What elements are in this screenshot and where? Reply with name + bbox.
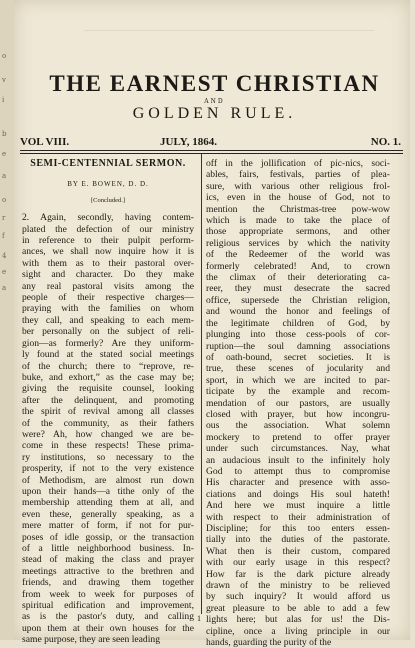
- text-line: come in these respects! These prima-: [22, 440, 194, 452]
- article-title: SEMI-CENTENNIAL SERMON.: [30, 158, 186, 169]
- text-line: poses of idle gossip, or the transaction: [22, 531, 194, 543]
- text-line: off in the jollification of pic-nics, soci-: [206, 158, 390, 169]
- text-line: ous the association. What solemn: [206, 420, 390, 432]
- text-line: religious services by which the nativity: [206, 237, 390, 249]
- issue-volume: VOL VIII.: [20, 136, 70, 148]
- text-line: sure, with various other religious frol-: [206, 180, 390, 192]
- text-line: as is the pastor's duty, and calling: [22, 611, 194, 623]
- text-line: prosperity, if not to the very existence: [22, 463, 194, 475]
- publication-title: THE EARNEST CHRISTIAN: [49, 71, 380, 96]
- text-line: same purpose, they are seen leading: [22, 634, 160, 646]
- article-byline: BY E. BOWEN, D. D.: [67, 180, 149, 189]
- text-line: drawn of the ministry to be relieved: [206, 580, 390, 592]
- text-line: hands, guarding the purity of the: [206, 637, 332, 648]
- text-line: reer, they must desecrate the sacred: [206, 283, 390, 295]
- publication-and: AND: [204, 98, 225, 105]
- text-line: tially into the duties of the pastorate.: [206, 534, 390, 546]
- text-line: ry institutions, so necessary to the: [22, 451, 194, 463]
- text-line: mendation of our pastors, are usually: [206, 397, 390, 409]
- text-line: the climax of their deteriorating ca-: [206, 272, 390, 284]
- issue-number: NO. 1.: [370, 136, 401, 148]
- text-line: after the delinquent, and promoting: [22, 394, 194, 406]
- text-line: of the Redeemer of the world was: [206, 249, 390, 261]
- issue-line: [20, 136, 401, 150]
- text-line: upon them at their own houses for the: [22, 622, 194, 634]
- text-line: mere matter of form, if not for pur-: [22, 520, 194, 532]
- text-line: they call, and speaking to each mem-: [22, 314, 194, 326]
- text-line: 2. Again, secondly, having contem-: [22, 212, 194, 224]
- text-line: plated the defection of our ministry: [22, 223, 194, 235]
- text-line: sport, in which we are incited to par-: [206, 374, 390, 386]
- text-line: giving the requisite counsel, looking: [22, 383, 194, 395]
- right-column-text: [206, 158, 390, 648]
- text-line: the legitimate children of God, by: [206, 317, 390, 329]
- text-line: meetings attractive to the brethren and: [22, 565, 194, 577]
- text-line: lights here; but alas for us! the Dis-: [206, 614, 390, 626]
- text-line: gion—as formerly? Are they uniform-: [22, 337, 194, 349]
- text-line: plunging into those cess-pools of cor-: [206, 329, 390, 341]
- text-line: office, supersede the Christian religion,: [206, 294, 390, 306]
- text-line: of the church; there to “reprove, re-: [22, 360, 194, 372]
- text-line: And here we must inquire a little: [206, 500, 390, 512]
- text-line: spiritual edification and improvement,: [22, 600, 194, 612]
- text-line: His character and presence with asso-: [206, 477, 390, 489]
- text-line: any real pastoral visits among the: [22, 280, 194, 292]
- text-line: ciations and doings His soul hateth!: [206, 488, 390, 500]
- text-line: were? Ah, how changed we are be-: [22, 428, 194, 440]
- text-line: by such inquiry? It would afford us: [206, 591, 390, 603]
- text-line: with respect to their administration of: [206, 511, 390, 523]
- text-line: mention the Christmas-tree pow-wow: [206, 203, 390, 215]
- text-line: from week to week for purposes of: [22, 588, 194, 600]
- text-line: of the community, as their fathers: [22, 417, 194, 429]
- masthead: [14, 0, 415, 122]
- text-line: praying with the families on whom: [22, 303, 194, 315]
- header-rule: [20, 150, 403, 151]
- text-line: of Methodism, are almost run down: [22, 474, 194, 486]
- text-line: stead of making the class and prayer: [22, 554, 194, 566]
- text-line: in reference to their pulpit perform-: [22, 235, 194, 247]
- text-line: sight and character. Do they make: [22, 269, 194, 281]
- publication-subtitle: GOLDEN RULE.: [132, 105, 297, 122]
- text-line: the spirit of revival among all classes: [22, 406, 194, 418]
- text-line: under such circumstances. Nay, what: [206, 443, 390, 455]
- text-line: ics, even in the house of God, not to: [206, 192, 390, 204]
- text-line: those appropriate sermons, and other: [206, 226, 390, 238]
- column-divider: [201, 154, 202, 614]
- text-line: with them as to their pastoral over-: [22, 257, 194, 269]
- text-line: with our early usage in this respect?: [206, 557, 390, 569]
- text-line: Discipline; for this too enters essen-: [206, 523, 390, 534]
- text-line: closed with prayer, but how incongru-: [206, 408, 390, 420]
- text-line: ber personally on the subject of reli-: [22, 326, 194, 338]
- text-line: and wound the honor and feelings of: [206, 306, 390, 318]
- text-line: ticipate by the example and recom-: [206, 386, 390, 398]
- page-number: 1: [197, 614, 201, 623]
- text-line: ly found at the stated social meetings: [22, 349, 194, 361]
- text-line: membership attending them at all, and: [22, 497, 194, 509]
- text-line: ables, fairs, festivals, parties of plea-: [206, 169, 390, 181]
- text-line: even these, generally speaking, as a: [22, 508, 194, 520]
- text-line: ruption—the soul damning associations: [206, 340, 390, 352]
- text-line: How far is the dark picture already: [206, 568, 390, 580]
- right-column: [206, 158, 390, 648]
- text-line: upon their hands—a tithe only of the: [22, 485, 194, 497]
- text-line: buke, and exhort,” as the case may be;: [22, 371, 194, 383]
- text-line: mockery to pretend to offer prayer: [206, 431, 390, 443]
- article-status: [Concluded.]: [90, 196, 126, 204]
- header-rule-thin: [20, 153, 403, 154]
- text-line: ances, we shall now inquire how it is: [22, 246, 194, 258]
- text-line: What then is their custom, compared: [206, 545, 390, 557]
- text-line: great pleasure to be able to add a few: [206, 602, 390, 614]
- text-line: of oath-bound, secret societies. It is: [206, 351, 390, 363]
- issue-date: JULY, 1864.: [160, 136, 217, 148]
- text-line: formerly celebrated! And, to crown: [206, 260, 390, 272]
- left-column-text: [22, 212, 194, 645]
- text-line: friends, and drawing them together: [22, 577, 194, 589]
- text-line: an audacious insult to the infinitely holy: [206, 454, 390, 466]
- text-line: people of their respective charges—: [22, 292, 194, 304]
- left-column: [22, 158, 194, 646]
- text-line: true, these scenes of jocularity and: [206, 363, 390, 375]
- text-line: cipline, once a living principle in our: [206, 625, 390, 637]
- text-line: God to attempt thus to compromise: [206, 465, 390, 477]
- text-line: of a little neighborhood business. In-: [22, 543, 194, 554]
- text-line: which is made to take the place of: [206, 215, 390, 227]
- binding-gutter: o v i b e a o r f 4 e a: [0, 0, 14, 640]
